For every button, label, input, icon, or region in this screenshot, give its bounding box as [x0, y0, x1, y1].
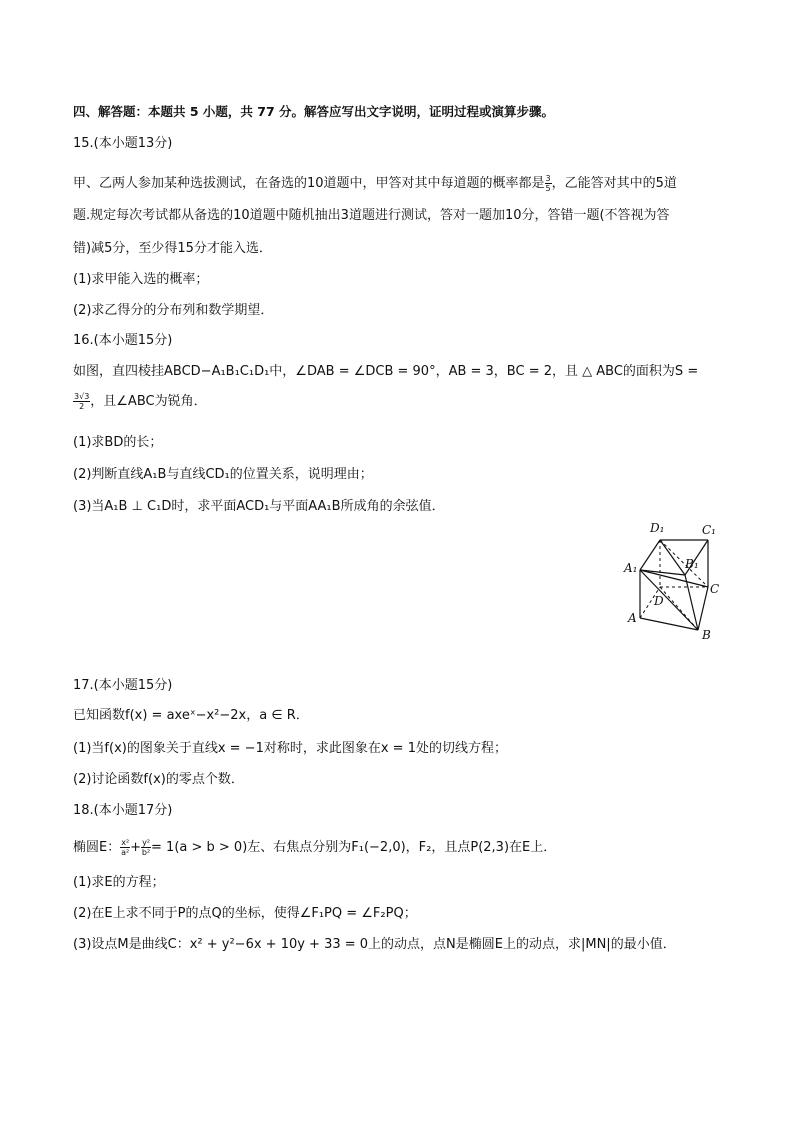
label-D: D [654, 594, 664, 608]
question-17-title: 17.(本小题15分) [73, 678, 173, 693]
question-15-stem-line3: 错)减5分，至少得15分才能入选． [73, 241, 272, 256]
question-18-title: 18.(本小题17分) [73, 803, 173, 818]
fraction-numerator: 3 [545, 174, 551, 183]
question-15-title: 15.(本小题13分) [73, 136, 173, 151]
question-17-stem: 已知函数f(x) = axeˣ−x²−2x，a ∈ R． [73, 708, 309, 723]
probability-fraction [545, 174, 552, 193]
diag-D1B1 [660, 540, 685, 575]
question-15-part1: (1)求甲能入选的概率； [73, 272, 209, 287]
label-B: B [702, 628, 711, 642]
question-16-stem-line1: 如图，直四棱挂ABCD−A₁B₁C₁D₁中，∠DAB = ∠DCB = 90°，AB = 3，BC = 2，且 △ ABC的面积为S = [73, 364, 699, 379]
ellipse-x-fraction [120, 838, 130, 857]
question-18-stem-part2: = 1(a > b > 0)左、右焦点分别为F₁(−2,0)，F₂，且点P(2,3)在E上． [151, 840, 557, 855]
ellipse-y-fraction [141, 838, 151, 857]
question-16-part1: (1)求BD的长； [73, 435, 163, 450]
diag-A1C [640, 570, 708, 587]
label-A1: A₁ [624, 561, 638, 575]
edge-BC [698, 587, 708, 630]
question-15-stem-part2: ，乙能答对其中的5道 [551, 176, 677, 191]
fraction-denominator: 5 [545, 184, 551, 193]
question-15-stem-line1 [73, 174, 677, 193]
label-C: C [710, 582, 720, 596]
fraction-denominator: b² [141, 848, 151, 857]
area-fraction [73, 392, 90, 411]
fraction-denominator: a² [121, 848, 130, 857]
question-16-stem-part2: ，且∠ABC为锐角． [90, 394, 207, 409]
question-17-part2: (2)讨论函数f(x)的零点个数． [73, 772, 244, 787]
question-16-part2: (2)判断直线A₁B与直线CD₁的位置关系，说明理由； [73, 467, 373, 482]
question-16-title: 16.(本小题15分) [73, 333, 173, 348]
question-17-part1: (1)当f(x)的图象关于直线x = −1对称时，求此图象在x = 1处的切线方程； [73, 741, 507, 756]
label-B1: B₁ [685, 557, 699, 571]
fraction-numerator: y² [142, 838, 151, 847]
label-D1: D₁ [650, 521, 665, 535]
question-16-part3: (3)当A₁B ⊥ C₁D时，求平面ACD₁与平面AA₁B所成角的余弦值． [73, 499, 445, 514]
question-18-part1: (1)求E的方程； [73, 875, 165, 890]
fraction-denominator: 2 [79, 402, 85, 411]
question-18-part2: (2)在E上求不同于P的点Q的坐标，使得∠F₁PQ = ∠F₂PQ； [73, 906, 417, 921]
question-18-stem-part1: 椭圆E： [73, 840, 121, 855]
hidden-diag-D1C [660, 540, 708, 587]
diag-A1B [640, 570, 698, 630]
question-15-stem-line2: 题.规定每次考试都从备选的10道题中随机抽出3道题进行测试，答对一题加10分，答错一题(不答视为答 [73, 208, 670, 223]
question-15-stem-part1: 甲、乙两人参加某种选拔测试，在备选的10道题中，甲答对其中每道题的概率都是 [73, 176, 545, 191]
fraction-numerator: 3√3 [74, 392, 90, 401]
fraction-numerator: x² [121, 838, 130, 847]
section-header: 四、解答题：本题共 5 小题，共 77 分。解答应写出文字说明，证明过程或演算步骤。 [73, 104, 555, 119]
prism-figure [620, 515, 730, 645]
plus-sign: + [130, 840, 142, 855]
question-16-stem-line2 [73, 392, 207, 411]
prism-diagram [620, 515, 730, 645]
question-15-part2: (2)求乙得分的分布列和数学期望． [73, 303, 274, 318]
label-A: A [628, 611, 637, 625]
question-18-stem [73, 838, 556, 857]
question-18-part3: (3)设点M是曲线C：x² + y²−6x + 10y + 33 = 0上的动点，点N是椭圆E上的动点，求|MN|的最小值． [73, 937, 676, 952]
edge-A1D1 [640, 540, 660, 570]
edge-A1B1 [640, 570, 685, 575]
label-C1: C₁ [702, 523, 716, 537]
